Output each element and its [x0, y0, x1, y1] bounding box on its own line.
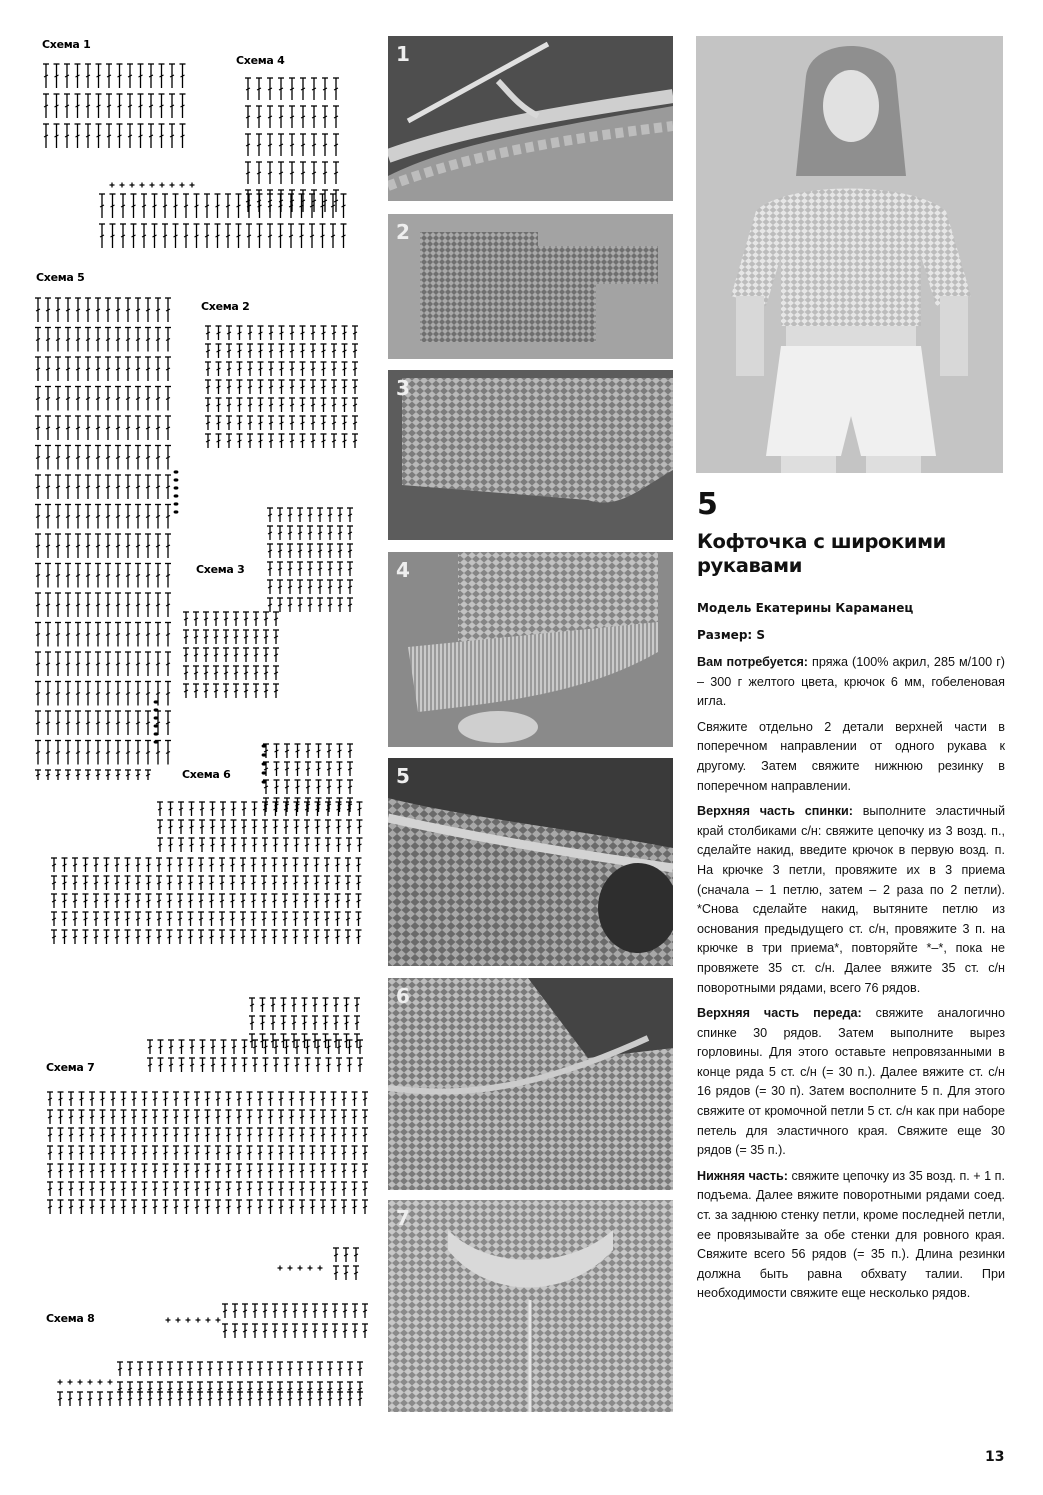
photo-5-number: 5 [396, 764, 410, 788]
knitted-texture-image [388, 370, 673, 540]
photo-1-number: 1 [396, 42, 410, 66]
step-photo-5 [388, 758, 673, 966]
step-photo-3 [388, 370, 673, 540]
step-photo-4 [388, 552, 673, 747]
seam-detail-image [388, 758, 673, 966]
scheme-1-label: Схема 1 [42, 38, 91, 51]
model-photo [696, 36, 1003, 473]
author-line: Модель Екатерины Караманец [697, 601, 914, 615]
article-title: Кофточка с широкими рукавами [697, 530, 946, 577]
back-text: выполните эластичный край столбиками с/н: свяжите цепочку из 3 возд. п., сделайте накид, введите крючок в первую возд. п. На крючке 3 петли, провяжите их в 3 приема (сначала – 1 петлю, затем – 2 раза по 2 петли). *Снова сделайте накид, вытяните петлю из основания предыдущего ст. с/н, провяжите 3 п. на крючке в три приема*, повторяйте *–*, пока не провяжете 35 ст. с/н. Далее вяжите 35 ст. с/н поворотными рядами, всего 76 рядов. [697, 804, 1005, 995]
materials-paragraph [697, 653, 1005, 712]
bottom-label: Нижняя часть: [697, 1168, 788, 1183]
instructions-body [697, 653, 1005, 1310]
scheme-3-label: Схема 3 [196, 563, 245, 576]
sleeve-join-image [388, 978, 673, 1190]
front-text: свяжите аналогично спинке 30 рядов. Затем выполните вырез горловины. Для этого оставьте непровязанными в конце ряда 5 ст. с/н (= 30 п.). Далее вяжите ст. с/н 16 рядов (= 30 п). Затем восполните 5 п. Для этого свяжите от кромочной петли 5 ст. с/н как при наборе петель для эластичного края. Свяжите еще 30 рядов (= 35 п.). [697, 1006, 1005, 1158]
sleeve-edge-image [388, 552, 673, 747]
crochet-charts [0, 0, 385, 1495]
front-label: Верхняя часть переда: [697, 1006, 862, 1021]
scheme-4-label: Схема 4 [236, 54, 285, 67]
step-photo-1 [388, 36, 673, 201]
scheme-5-label: Схема 5 [36, 271, 85, 284]
photo-7-number: 7 [396, 1206, 410, 1230]
article-number: 5 [697, 487, 718, 522]
scheme-7-label: Схема 7 [46, 1061, 95, 1074]
size-line: Размер: S [697, 628, 766, 642]
photo-4-number: 4 [396, 558, 410, 582]
back-label: Верхняя часть спинки: [697, 804, 853, 819]
step-photo-2 [388, 214, 673, 359]
finished-neckline-image [388, 1200, 673, 1412]
back-paragraph [697, 802, 1005, 998]
page-number: 13 [985, 1449, 1005, 1465]
scheme-8-label: Схема 8 [46, 1312, 95, 1325]
model-figure-image [696, 36, 1003, 473]
materials-label: Вам потребуется: [697, 655, 808, 669]
photo-3-number: 3 [396, 376, 410, 400]
step-photo-6 [388, 978, 673, 1190]
yarn-hook-image [388, 36, 673, 201]
scheme-2-label: Схема 2 [201, 300, 250, 313]
photo-2-number: 2 [396, 220, 410, 244]
step-photo-7 [388, 1200, 673, 1412]
bottom-paragraph [697, 1167, 1005, 1304]
scheme-6-label: Схема 6 [182, 768, 231, 781]
front-paragraph [697, 1004, 1005, 1161]
photo-6-number: 6 [396, 984, 410, 1008]
bottom-text: свяжите цепочку из 35 возд. п. + 1 п. подъема. Далее вяжите поворотными рядами соед. ст. за заднюю стенку петли, кроме последней петли, ее провязывайте за обе стенки для ровного края. Свяжите всего 56 рядов (= 35 п.). Длина резинки должна быть равна обхвату талии. При необходимости свяжите еще несколько рядов. [697, 1168, 1005, 1301]
materials-text: пряжа (100% акрил, 285 м/100 г) – 300 г желтого цвета, крючок 6 мм, гобеленовая игла. [697, 655, 1006, 709]
knitted-piece-image [388, 214, 673, 359]
intro-paragraph: Свяжите отдельно 2 детали верхней части в поперечном направлении от одного рукава к другому. Затем свяжите нижнюю резинку в поперечном направлении. [697, 719, 1005, 793]
